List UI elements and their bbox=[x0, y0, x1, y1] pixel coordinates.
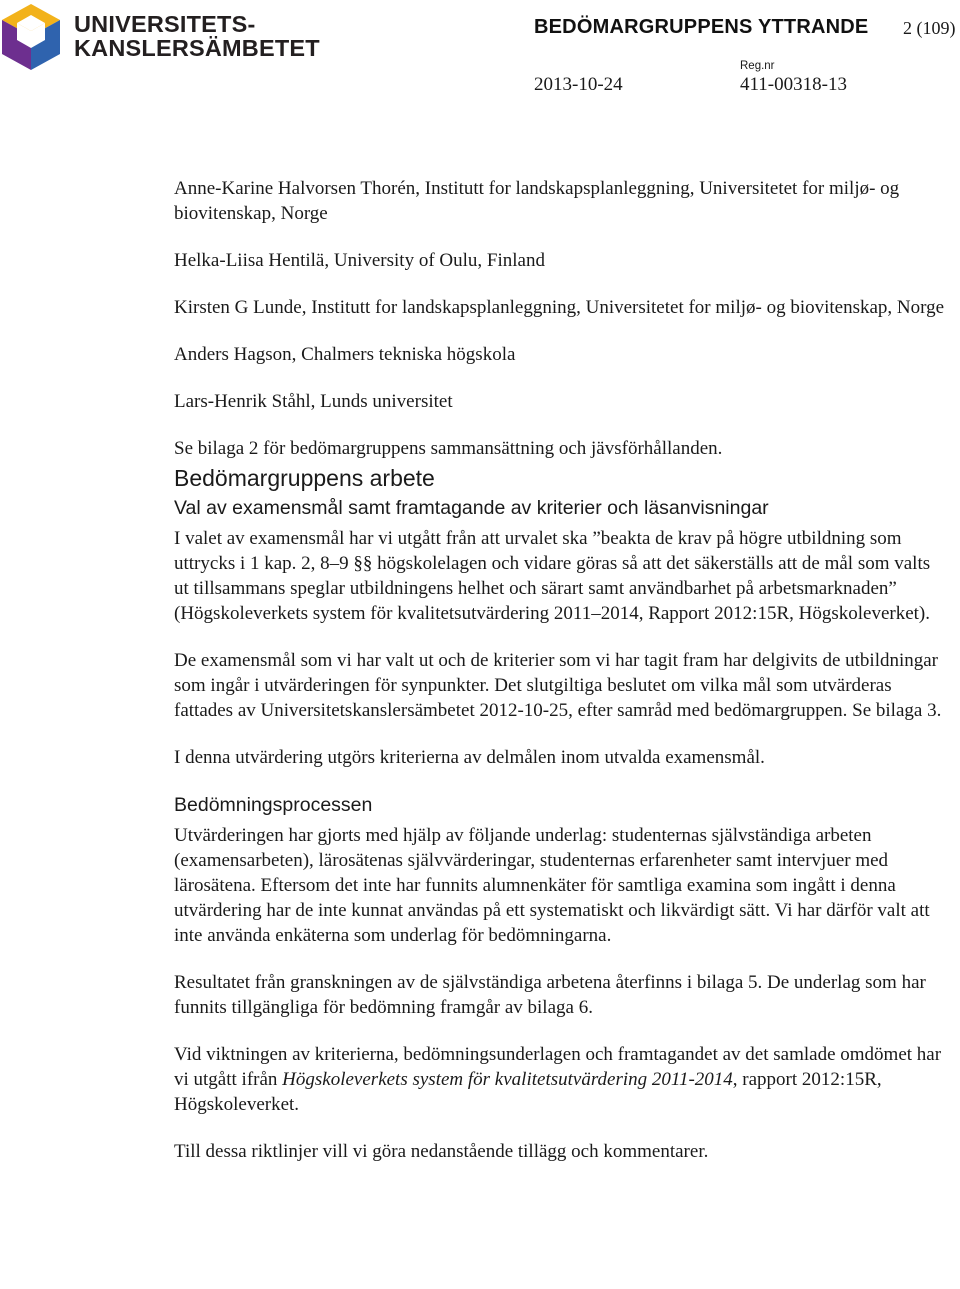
logo-line-1: UNIVERSITETS- bbox=[74, 11, 256, 37]
paragraph-text: Vid viktningen av kriterierna, bedömningsunderlagen och framtagandet av det samlade omdömet har vi utgått ifrån bbox=[174, 1044, 942, 1090]
subsection-heading: Bedömningsprocessen bbox=[174, 794, 373, 816]
report-title: Högskoleverkets system för kvalitetsutvärdering 2011-2014 bbox=[282, 1069, 733, 1090]
logo-line-2: KANSLERSÄMBETET bbox=[74, 35, 320, 61]
paragraph: Till dessa riktlinjer vill vi göra nedanstående tillägg och kommentarer. bbox=[174, 1141, 709, 1162]
paragraph: De examensmål som vi har valt ut och de kriterier som vi har tagit fram har delgivits de utbildningar som ingår i utvärderingen för synpunkter. Det slutgiltiga beslutet om vilka mål som utvärderas fattades av Universitetskanslersämbetet 2012-10-25, efter samråd med bedömargruppen. Se bilaga 3. bbox=[174, 650, 942, 721]
logo-wordmark bbox=[74, 12, 320, 60]
section-heading: Bedömargruppens arbete bbox=[174, 465, 435, 491]
paragraph: Resultatet från granskningen av de självständiga arbetena återfinns i bilaga 5. De underlag som har funnits tillgängliga för bedömning framgår av bilaga 6. bbox=[174, 972, 926, 1018]
paragraph: Utvärderingen har gjorts med hjälp av följande underlag: studenternas självständiga arbeten (examensarbeten), lärosätenas självvärderingar, studenternas erfarenheter samt intervjuer med lärosätena. Eftersom det inte har funnits alumnenkäter för samtliga examina som ingått i denna utvärdering har de inte kunnat användas på ett systematiskt och likvärdigt sätt. Vi har därför valt att inte använda enkäterna som underlag för bedömningarna. bbox=[174, 825, 930, 946]
paragraph-text: , rapport 2012:15R, Högskoleverket. bbox=[174, 1069, 882, 1115]
paragraph: I valet av examensmål har vi utgått från att urvalet ska ”beakta de krav på högre utbildning som uttrycks i 1 kap. 2, 8–9 §§ högskolelagen och vidare göras så att det säkerställs att de mål som valts ut tillsammans speglar utbildningens helhet och särart samt användbarhet på arbetsmarknaden” (Högskoleverkets system för kvalitetsutvärdering 2011–2014, Rapport 2012:15R, Högskoleverket). bbox=[174, 528, 931, 624]
member-entry: Kirsten G Lunde, Institutt for landskapsplanleggning, Universitetet for miljø- og biovitenskap, Norge bbox=[174, 297, 945, 318]
document-date: 2013-10-24 bbox=[534, 74, 623, 95]
member-entry: Anders Hagson, Chalmers tekniska högskola bbox=[174, 344, 516, 365]
appendix-reference: Se bilaga 2 för bedömargruppens sammansättning och jävsförhållanden. bbox=[174, 438, 723, 459]
subsection-heading: Val av examensmål samt framtagande av kriterier och läsanvisningar bbox=[174, 497, 769, 519]
logo-cube-icon bbox=[0, 2, 62, 72]
document-body bbox=[174, 176, 948, 1186]
member-entry: Helka-Liisa Hentilä, University of Oulu, Finland bbox=[174, 250, 545, 271]
document-type: BEDÖMARGRUPPENS YTTRANDE bbox=[534, 16, 869, 38]
paragraph: I denna utvärdering utgörs kriterierna av delmålen inom utvalda examensmål. bbox=[174, 747, 765, 768]
member-entry: Lars-Henrik Ståhl, Lunds universitet bbox=[174, 391, 453, 412]
member-entry: Anne-Karine Halvorsen Thorén, Institutt for landskapsplanleggning, Universitetet for miljø- og biovitenskap, Norge bbox=[174, 178, 900, 224]
page-number: 2 (109) bbox=[903, 18, 956, 38]
registration-number: 411-00318-13 bbox=[740, 74, 847, 95]
reg-nr-label: Reg.nr bbox=[740, 60, 775, 72]
paragraph bbox=[174, 1042, 948, 1117]
logo bbox=[0, 2, 320, 74]
